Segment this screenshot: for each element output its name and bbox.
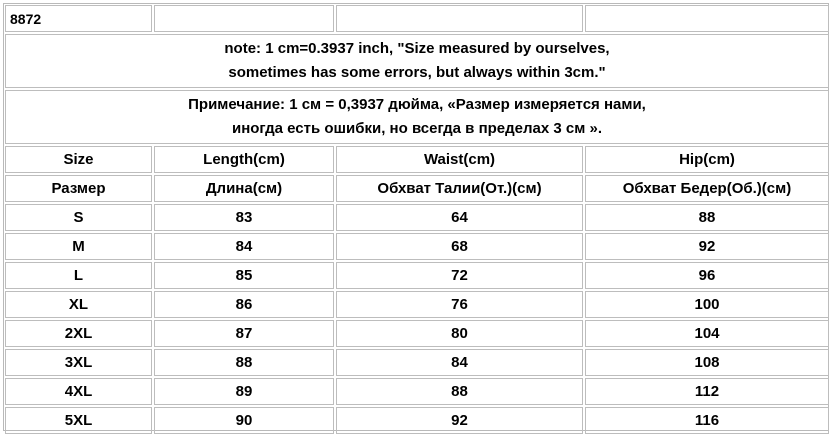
note-russian-line-1: Примечание: 1 см = 0,3937 дюйма, «Размер измеряется нами,: [188, 96, 646, 113]
length-cell: 88: [154, 349, 334, 376]
hip-cell: 92: [585, 233, 829, 260]
header-hip: Hip(cm): [585, 146, 829, 173]
size-cell: 2XL: [5, 320, 152, 347]
header-row-russian: [5, 175, 829, 202]
waist-cell: 80: [336, 320, 583, 347]
table-row: [5, 320, 829, 347]
length-cell: 87: [154, 320, 334, 347]
header-size-ru: Размер: [5, 175, 152, 202]
note-english-line-2: sometimes has some errors, but always within 3cm.": [228, 64, 606, 81]
size-chart-table: [3, 3, 830, 436]
length-cell: 83: [154, 204, 334, 231]
header-row-english: [5, 146, 829, 173]
note-russian-line-2: иногда есть ошибки, но всегда в пределах 3 см ».: [231, 120, 603, 137]
waist-cell: 76: [336, 291, 583, 318]
waist-cell: 84: [336, 349, 583, 376]
hip-cell: 100: [585, 291, 829, 318]
size-cell: 4XL: [5, 378, 152, 405]
empty-cell: [585, 5, 829, 32]
size-cell: L: [5, 262, 152, 289]
empty-cell: [336, 5, 583, 32]
table-row: [5, 378, 829, 405]
waist-cell: 88: [336, 378, 583, 405]
length-cell: 89: [154, 378, 334, 405]
size-cell: 3XL: [5, 349, 152, 376]
table-row: [5, 233, 829, 260]
hip-cell: 104: [585, 320, 829, 347]
waist-cell: 92: [336, 407, 583, 434]
length-cell: 84: [154, 233, 334, 260]
header-waist: Waist(cm): [336, 146, 583, 173]
length-cell: 85: [154, 262, 334, 289]
hip-cell: 96: [585, 262, 829, 289]
note-russian-row: [5, 90, 829, 144]
size-cell: XL: [5, 291, 152, 318]
waist-cell: 68: [336, 233, 583, 260]
header-length: Length(cm): [154, 146, 334, 173]
waist-cell: 72: [336, 262, 583, 289]
table-row: [5, 291, 829, 318]
size-cell: M: [5, 233, 152, 260]
waist-cell: 64: [336, 204, 583, 231]
note-english-line-1: note: 1 cm=0.3937 inch, "Size measured by ourselves,: [224, 40, 610, 57]
header-size: Size: [5, 146, 152, 173]
product-code-row: [5, 5, 829, 32]
hip-cell: 112: [585, 378, 829, 405]
header-hip-ru: Обхват Бедер(Об.)(см): [585, 175, 829, 202]
length-cell: 90: [154, 407, 334, 434]
product-code: 8872: [5, 5, 152, 32]
header-length-ru: Длина(см): [154, 175, 334, 202]
note-russian: [5, 90, 829, 144]
empty-cell: [154, 5, 334, 32]
note-english-row: [5, 34, 829, 88]
size-cell: 5XL: [5, 407, 152, 434]
table-row: [5, 262, 829, 289]
note-english: [5, 34, 829, 88]
table-row: [5, 204, 829, 231]
size-cell: S: [5, 204, 152, 231]
table-row: [5, 349, 829, 376]
header-waist-ru: Обхват Талии(От.)(см): [336, 175, 583, 202]
table-row: [5, 407, 829, 434]
length-cell: 86: [154, 291, 334, 318]
hip-cell: 116: [585, 407, 829, 434]
hip-cell: 88: [585, 204, 829, 231]
hip-cell: 108: [585, 349, 829, 376]
